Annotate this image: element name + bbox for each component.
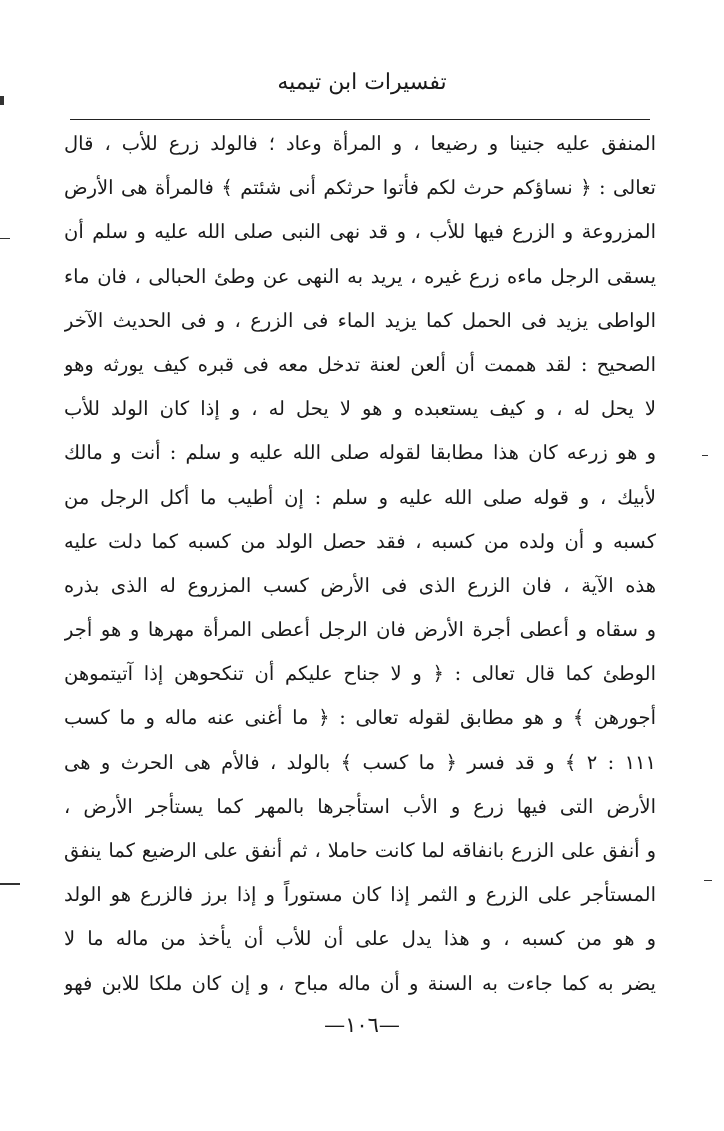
text-line: و هو من كسبه ، و هذا يدل على أن للأب أن يأخذ من ماله ما لا <box>64 927 656 951</box>
body-text <box>64 122 656 1006</box>
header-rule <box>70 119 650 120</box>
text-line: يضر به كما جاءت به السنة و أن ماله مباح ، و إن كان ملكا للابن فهو <box>64 971 656 995</box>
text-line: الأرض التى فيها زرع و الأب استأجرها بالمهر كما يستأجر الأرض ، <box>64 794 656 818</box>
page-number: —١٠٦— <box>324 1013 400 1037</box>
text-line: لأبيك ، و قوله صلى الله عليه و سلم : إن أطيب ما أكل الرجل من <box>64 485 656 509</box>
margin-mark <box>702 455 708 456</box>
text-line: المنفق عليه جنينا و رضيعا ، و المرأة وعاد ؛ فالولد زرع للأب ، قال <box>64 132 656 155</box>
margin-mark <box>0 238 10 239</box>
text-line: أجورهن ﴾ و هو مطابق لقوله تعالى : ﴿ ما أغنى عنه ماله و ما كسب <box>64 706 656 730</box>
text-line: و سقاه و أعطى أجرة الأرض فان الرجل أعطى المرأة مهرها و هو أجر <box>64 618 656 642</box>
text-line: الواطى يزيد فى الحمل كما يزيد الماء فى الزرع ، و فى الحديث الآخر <box>64 308 656 332</box>
text-line: كسبه و أن ولده من كسبه ، فقد حصل الولد من كسبه كما دلت عليه <box>64 529 656 553</box>
margin-mark <box>704 880 712 881</box>
text-line: و هو زرعه كان هذا مطابقا لقوله صلى الله عليه و سلم : أنت و مالك <box>64 441 656 465</box>
running-header-title: تفسيرات ابن تيميه <box>277 70 447 95</box>
text-line: الصحيح : لقد هممت أن ألعن لعنة تدخل معه فى قبره كيف يورثه وهو <box>64 352 656 376</box>
edge-mark <box>0 96 4 105</box>
text-line: المستأجر على الزرع و الثمر إذا كان مستوراً و إذا برز فالزرع هو الولد <box>64 883 656 907</box>
text-line: هذه الآية ، فان الزرع الذى فى الأرض كسب المزروع له الذى بذره <box>64 573 656 597</box>
margin-mark <box>0 883 20 885</box>
text-line: ١١١ : ٢ ﴾ و قد فسر ﴿ ما كسب ﴾ بالولد ، فالأم هى الحرث و هى <box>64 750 656 774</box>
text-line: تعالى : ﴿ نساؤكم حرث لكم فأتوا حرثكم أنى شئتم ﴾ فالمرأة هى الأرض <box>64 176 656 200</box>
text-line: و أنفق على الزرع بانفاقه لما كانت حاملا ، ثم أنفق على الرضيع كما ينفق <box>64 839 656 862</box>
text-line: المزروعة و الزرع فيها للأب ، و قد نهى النبى صلى الله عليه و سلم أن <box>64 220 656 244</box>
text-line: الوطئ كما قال تعالى : ﴿ و لا جناح عليكم أن تنكحوهن إذا آتيتموهن <box>64 662 656 686</box>
text-line: لا يحل له ، و كيف يستعبده و هو لا يحل له ، و إذا كان الولد للأب <box>64 397 656 421</box>
text-line: يسقى الرجل ماءه زرع غيره ، يريد به النهى عن وطئ الحبالى ، فان ماء <box>64 264 656 288</box>
